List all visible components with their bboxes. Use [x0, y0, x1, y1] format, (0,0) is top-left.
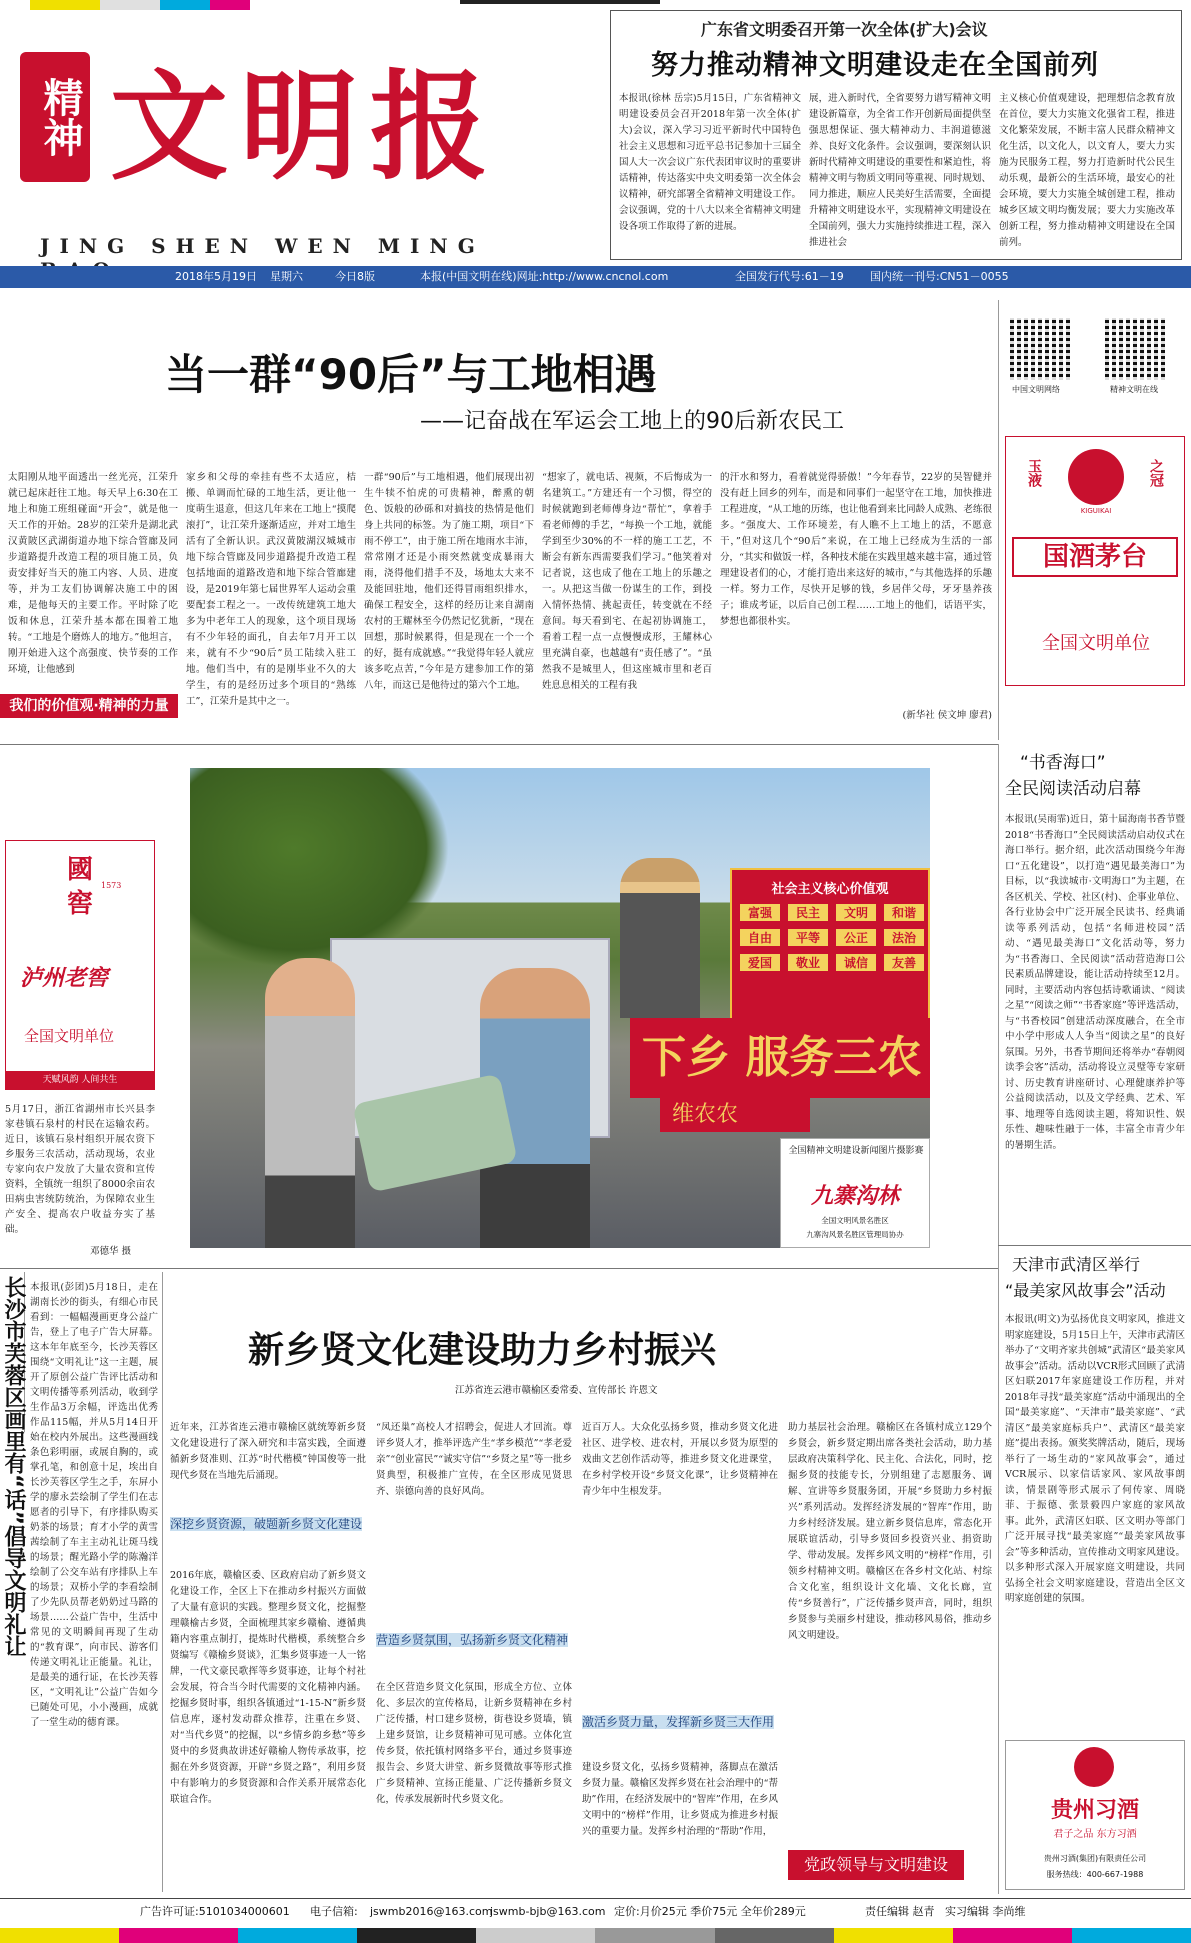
xijiu-slogan: 君子之品 东方习酒 — [1053, 1829, 1137, 1840]
xiangxian-col3: 近百万人。大众化弘扬乡贤，推动乡贤文化进社区、进学校、进农村，开展以乡贤为原型的戏曲文艺创作活动等，推进乡贤文化进课堂，在乡村学校开设“乡贤文化课”，让乡贤精神在青少年中生根发芽。 — [582, 1422, 778, 1497]
photo-story-text: 5月17日，浙江省湖州市长兴县李家巷镇石泉村的村民在运输农药。近日，该镇石泉村组织开展农资下乡服务三农活动，活动现场，农业专家向农户发放了大量农资和宣传资料，全镇统一组织了8000余亩农田病虫害统防统治，为保障农业生产安全、提高农户收益夯实了基础。 — [5, 1104, 155, 1235]
info-pages: 今日8版 — [335, 270, 375, 283]
guojiao-slogan: 天赋风韵 人间共生 — [6, 1071, 154, 1089]
caption-box-title: 全国精神文明建设新闻图片摄影赛 — [788, 1146, 924, 1156]
board-value: 敬业 — [788, 954, 828, 971]
photo-banner-2: 维农农 — [660, 1098, 810, 1132]
haikou-title: “书香海口” — [1020, 753, 1106, 773]
top-story-kicker: 广东省文明委召开第一次全体(扩大)会议 — [701, 20, 988, 39]
vertical-headline: 长沙市芙蓉区画里有“话”倡导文明礼让 — [1, 1276, 26, 1657]
xijiu-phone: 服务热线：400-667-1988 — [1046, 1870, 1144, 1879]
photo-story-author: 邓德华 摄 — [90, 1246, 132, 1257]
qr-label-1: 中国文明网络 — [1012, 385, 1060, 394]
moutai-logo — [1068, 449, 1124, 505]
vertical-text: 本报讯(彭团)5月18日，走在湖南长沙的街头，有细心市民看到：一幅幅漫画更身公益广告，登上了电子广告大屏幕。这本年年底至今，长沙芙蓉区围绕“文明礼让”这一主题，展开了原创公益广告评比活动和文明传播等系列活动，收到学生作品3万余幅，评选出优秀作品115幅，并从5月14日开始在校内外展出。这些漫画线条色彩明丽，或展自胸的，或掌孔笔，和创意十足，埃出自长沙芙蓉区学生之手，东屏小学的廖永芸绘制了学生们在志愿者的引导下，有序排队购买奶茶的场景；育才小学的黄雪茜绘制了车主主动礼让斑马线的场景；醒光路小学的陈瀚洋绘制了公交车站有序排队上车的场景；双桥小学的李看绘制了少先队员帮老奶奶过马路的场景……公益广告中，生活中常见的文明瞬间再现了生动的“教育课”，向市民、游客们传递文明礼让正能量。礼让，是最美的通行证，在长沙芙蓉区，“文明礼让”公益广告如今已随处可见，小小漫画，成就了一堂生动的德育课。 — [30, 1282, 158, 1728]
xijiu-brand: 贵州习酒 — [1050, 1797, 1139, 1823]
feature-credit: (新华社 侯文坤 廖君) — [902, 710, 992, 721]
guojiao-tag: 全国文明单位 — [24, 1027, 115, 1045]
top-story-col3: 主义核心价值观建设，把理想信念教育放在首位，要大力实施文化强省工程，推进文化繁荣发展，不断丰富人民群众精神文化生活，以文化人，以文育人，要大力实施为民服务工程，努力打造新时代公民生动乐观，最新公的生活环境，最安心的社会环境，要大力实施全城创建工程，推动城乡区域文明均衡发展；要大力实施改革创新工程，努力推动精神文明建设在全国前列。 — [999, 93, 1175, 248]
info-bar — [0, 266, 1191, 288]
board-values — [740, 904, 924, 971]
photo-banner: 下乡 服务三农 — [630, 1018, 930, 1098]
feature-subhead: ——记奋战在军运会工地上的90后新农民工 — [420, 409, 844, 434]
qr-code-2[interactable] — [1105, 318, 1167, 380]
info-date: 2018年5月19日 — [175, 270, 257, 283]
caption-box-sub2: 九寨沟风景名胜区管理局协办 — [806, 1230, 904, 1239]
haikou-title2: 全民阅读活动启幕 — [1005, 779, 1141, 799]
photo-caption-box — [780, 1138, 930, 1248]
board-value: 自由 — [740, 929, 780, 946]
feature-tagline: 我们的价值观·精神的力量 — [0, 694, 178, 718]
guojiao-brand: 國窖 — [66, 855, 93, 919]
moutai-ad[interactable] — [1005, 436, 1185, 686]
feature-col5: 的汗水和努力，看着就觉得骄傲！”今年春节，22岁的吴智健并没有赶上回乡的列车，而是和同事们一起坚守在工地，加快推进工程进度，“从工地的历练，也让他看到来比同龄人成熟、老练很多。“强度大、工作环境差，有人瞧不上工地上的活，不愿意干，”但对这几个“90后”来说，在工地上已经成为生活的一部分，“其实和做饭一样，各种技术能在实践里越来越丰富，通过管理建设者们的心，才能打造出来这好的城市，”与其他选择的乐趣一样。努力工作，尽快开足够的钱，乡居伴父母，牙牙垦养孩子；谁成考证，以后自己创工程……工地上的他们，话语平实，梦想也都很朴实。 — [720, 472, 992, 627]
info-weekday: 星期六 — [270, 270, 303, 283]
qr-code-1[interactable] — [1010, 318, 1072, 380]
tianjin-text: 本报讯(明文)为弘扬优良文明家风，推进文明家庭建设，5月15日上午，天津市武清区举办了“文明齐家共创城”武清区“最美家风故事会”活动。活动以VCR形式回顾了武清区妇联2017年家庭建设工作历程，并对2018年寻找“最美家庭”活动中涌现出的全国“最美家庭”、“天津市”最美家庭”、“武清区”最美家庭标兵户”、武清区“最美家庭”提出表扬。颁奖奖牌活动，随后，现场举行了一场生动的“家风故事会”，通过VCR展示、以家信话家风、家风故事朗读，情景剧等形式展示了何传家、周晓菲、于振德、张景毅四户家庭的家风故事。此外，武清区妇联、区文明办等部门广泛开展寻找“最美家庭”“最美家风故事会”等多种活动，宣传推动文明家风建设。以多种形式深入开展家庭文明建设，共同弘扬全社会文明家庭建设，营造出全区文明家庭创建的氛围。 — [1005, 1314, 1185, 1604]
masthead — [10, 22, 580, 262]
board-value: 公正 — [836, 929, 876, 946]
xijiu-ad[interactable] — [1005, 1740, 1185, 1890]
tianjin-title: 天津市武清区举行 — [1012, 1255, 1141, 1274]
xiangxian-col1b: 2016年底，赣榆区委、区政府启动了新乡贤文化建设工作，全区上下在推动乡村振兴方面做了大量有意识的实践。整理乡贤文化，挖掘整理赣榆古乡贤，全面梳理其家乡赣榆、遵循典籍内容重点制打，提炼时代楷模，系统整合乡贤编写《赣榆乡贤谈》，汇集乡贤事迹一人一铭牌，一代文豪民歌挥等乡贤事迹，让每个村社会发展，符合当今时代需要的文化精神内涵。挖掘乡贤时事，组织各镇通过“1-15-N”新乡贤信息库，逐村发动群众推荐，注重在乡贤、对“当代乡贤”的挖掘，以“乡情乡韵乡愁”等乡贤中的乡贤典故讲述好赣榆人物传承故事，挖掘在外乡贤资源，开辟“乡贤之路”，利用乡贤中有影响力的乡贤资源和合作关系开展常态化联谊合作。 — [170, 1570, 366, 1805]
moutai-tag: 全国文明单位 — [1042, 633, 1150, 654]
caption-box-sub: 全国文明风景名胜区 — [821, 1216, 889, 1225]
feature-col3: 一群“90后”与工地相遇，他们展现出初生牛犊不怕虎的可贵精神，醉熏的朝色、饭般的砂砾和对搞技的热情是他们身上共同的标签。为了施工期，项目“下雨不停工”，由于施工所在地雨水丰沛，常常刚才还是小雨突然就变成暴雨大雨，浇得他们措手不及，场地太大来不及能回驻地，他们还得冒雨组织排水，确保工程安全，这样的经历让来自湖南农村的王耀林至今仍然记忆犹新，“现在回想，那时候累得，但是现在一个一个的好，挺有成就感。”“我觉得年轻人就应该多吃点苦，”今年是方建参加工作的第八年，而这已是他待过的第六个工地。 — [364, 472, 534, 691]
feature-headline: 当一群“90后”与工地相遇 — [165, 350, 657, 399]
guojiao-year: 1573 — [101, 881, 122, 890]
guojiao-sub: 泸州老窖 — [20, 965, 109, 991]
board-value: 富强 — [740, 904, 780, 921]
caption-box-sponsor: 九寨沟林 — [810, 1183, 899, 1209]
board-value: 爱国 — [740, 954, 780, 971]
footer-intern: 实习编辑 李尚维 — [945, 1905, 1026, 1918]
feature-col4: “想家了，就电话、视频，不后悔成为一名建筑工。”方建还有一个习惯，得空的时候就跑到老师傅身边“帮忙”，拿着手看老师傅的手艺，“每换一个工地，就能学到至少30%的不一样的施工工艺，不断会有新东西需要我们学习。”他笑着对记者说，这也成了他在工地上的乐趣之一。从把这当做一份谋生的工作，到投入情怀热情、挑起责任，转变就在不经意间。每天看到宅、在起初协调施工，看着工程一点一点慢慢成形，王耀林心里充满自豪，也越越有“责任感了”。“虽然我不是城里人，但这座城市里和老百姓息息相关的工程有我 — [542, 472, 712, 691]
xiangxian-headline: 新乡贤文化建设助力乡村振兴 — [248, 1330, 717, 1371]
footer-email-1[interactable]: jswmb2016@163.com — [370, 1905, 493, 1918]
xiangxian-sub2-text: 营造乡贤氛围，弘扬新乡贤文化精神 — [376, 1633, 569, 1647]
top-story — [610, 10, 1182, 260]
xiangxian-sub3-text: 激活乡贤力量，发挥新乡贤三大作用 — [582, 1715, 775, 1729]
qr-label-2: 精神文明在线 — [1110, 385, 1158, 394]
moutai-top-right: 之冠 — [1148, 459, 1164, 487]
photo-person-top — [620, 858, 700, 1018]
board-value: 法治 — [884, 929, 924, 946]
xiangxian-badge: 党政领导与文明建设 — [788, 1850, 964, 1880]
footer-editor: 责任编辑 赵青 — [865, 1905, 935, 1918]
board-value: 平等 — [788, 929, 828, 946]
xiangxian-sub1 — [170, 1516, 366, 1533]
info-cn-no: 国内统一刊号:CN51－0055 — [870, 270, 1009, 283]
xiangxian-sub1-text: 深挖乡贤资源，破题新乡贤文化建设 — [170, 1517, 363, 1531]
haikou-text: 本报讯(吴雨霏)近日，第十届海南书香节暨2018“书香海口”全民阅读活动启动仪式在海口举行。据介绍，此次活动围绕今年海口“五化建设”，以打造“遇见最美海口”为目标，以“我读城市·文明海口”为主题，在各区机关、学校、社区(村)、企事业单位、各行业协会中广泛开展全民读书、经典诵读等系列活动，包括“名师进校园”活动、“遇见最美海口”文化活动等，努力为“书香海口、全民阅读”活动营造海口公民素质品牌建设，能让活动持续至12月。同时，主要活动内容包括诗歌诵读、“阅读之星”“阅读之师”“书香家庭”等评选活动，与“书香校园”创建活动深度融合，在全市中小学中形成人人争当“阅读之星”的良好氛围。另外，书香节期间还将举办“春朝阅读季会客”活动，活动将设立灵璧等专家研讨、历史教育讲座研讨、心理健康养护等公益阅读活动，以及文学经典、艺术、军事、地理等自选阅读主题，将知识性、娱乐性、趣味性融于一体，丰富全市青少年的暑期生活。 — [1005, 814, 1185, 1151]
logo-pinyin: JING SHEN WEN MING — [40, 234, 485, 258]
tianjin-title2: “最美家风故事会”活动 — [1005, 1281, 1166, 1300]
xiangxian-col4: 助力基层社会治理。赣榆区在各镇村成立129个乡贤会，新乡贤定期出席各类社会活动，助力基层政府决策科学化、民主化、合法化，同时，挖掘乡贤的技能专长，分别组建了志愿服务、调解、宣讲等乡贤服务团，开展“乡贤助力乡村振兴”系列活动。发挥经济发展的“智库”作用，助力乡村经济发展。建立新乡贤信息库，常态化开展联谊活动，引导乡贤回乡投资兴业、捐资助学、带动发展。发挥乡风文明的“榜样”作用，引领乡村精神文明。赣榆区在各乡村文化站、村综合文化室，组织设计文化墙、文化长廊，宣传“乡贤善行”，广泛传播乡贤声音，同时，组织乡贤参与美丽乡村建设，推动移风易俗，推动乡风文明建设。 — [788, 1422, 992, 1641]
info-sponsor: 本报(中国文明在线)网址:http://www.cncnol.com — [420, 270, 669, 283]
info-issue-no: 全国发行代号:61－19 — [735, 270, 844, 283]
xiangxian-col3b: 建设乡贤文化，弘扬乡贤精神，落脚点在激活乡贤力量。赣榆区发挥乡贤在社会治理中的“帮助”作用，在经济发展中的“智库”作用，在乡风文明中的“榜样”作用，让乡贤成为推进乡村振兴的重要力量。发挥乡村治理的“帮助”作用， — [582, 1762, 778, 1837]
board-value: 民主 — [788, 904, 828, 921]
footer-price: 定价:月价25元 季价75元 全年价289元 — [614, 1905, 806, 1918]
xiangxian-col2b: 在全区营造乡贤文化氛围，形成全方位、立体化、多层次的宣传格局，让新乡贤精神在乡村广泛传播，村口建乡贤榜，街巷设乡贤墙，镇上建乡贤馆，让乡贤精神可见可感。立体化宣传乡贤，依托镇村网络多平台，通过乡贤事迹报告会、乡贤大讲堂、新乡贤微故事等形式推广乡贤精神、宣扬正能量、广泛传播新乡贤文化，传承发展新时代乡贤文化。 — [376, 1682, 572, 1805]
board-value: 和谐 — [884, 904, 924, 921]
logo-small-seal — [20, 52, 90, 182]
xijiu-logo — [1074, 1747, 1114, 1787]
xiangxian-col2: “凤还巢”高校人才招聘会，促进人才回流。尊评乡贤人才，推举评选产生“孝乡模范”“孝老爱亲”“创业富民”“诚实守信”“乡贤之星”等一批乡贤典型，积极推广宣传，在全区形成见贤思齐、崇德向善的良好风尚。 — [376, 1422, 572, 1497]
moutai-brand-en: KIGUIKAI — [1080, 507, 1112, 515]
xiangxian-sub3 — [582, 1714, 778, 1731]
board-title: 社会主义核心价值观 — [771, 882, 889, 897]
top-story-col2: 展，进入新时代，全省要努力谱写精神文明建设新篇章，为全省工作开创新局面提供坚强思想保证、强大精神动力、丰润道德滋养、良好文化条件。会议强调，要深刻认识新时代精神文明建设的重要性和紧迫性，将精神文明与物质文明同等重视、同时规划、同力推进，顺应人民美好生活需要，全面提升精神文明建设水平，实现精神文明建设在全国前列，强大力实施持续推进工程，深入推进社会 — [809, 93, 991, 248]
logo-small-text: 精神 — [37, 77, 84, 157]
footer — [0, 1900, 1191, 1924]
top-story-headline: 努力推动精神文明建设走在全国前列 — [651, 50, 1099, 81]
footer-email-label: 电子信箱: — [310, 1905, 358, 1918]
feature-col2: 家乡和父母的牵挂有些不太适应，桔搬、单调而忙碌的工地生活，更让他一度萌生退意，但这几年来在工地上“摸爬滚打”，让江荣升逐渐适应，并对工地生活有了全新认识。武汉黄陂湖汉城城市地下综合管廊及同步道路提升改造工程包括地面的道路改造和地下综合管廊建设，是2019年第七届世界军人运动会重要配套工程之一。一改传统建筑工地大多为中老年工人的现象，这个项目现场有不少年轻的面孔，自去年7月开工以来，就有不少“90后”员工陆续入驻工地。他们当中，有的是刚毕业不久的大学生，有的是经历过多个项目的“熟练工”，江荣升是其中之一。 — [186, 472, 356, 707]
logo-big: 文明报 — [110, 57, 501, 196]
top-story-col1: 本报讯(徐林 岳宗)5月15日，广东省精神文明建设委员会召开2018年第一次全体(扩大)会议，深入学习习近平新时代中国特色社会主义思想和习近平总书记参加十三届全国人大一次会议广东代表团审议时的重要讲话精神，传达落实中央文明委第一次全体会议精神，研究部署全省精神文明建设工作。会议强调，党的十八大以来全省精神文明建设各项工作取得了新的进展。 — [619, 93, 801, 232]
photo-value-board — [730, 868, 930, 1028]
xiangxian-sub2 — [376, 1632, 572, 1649]
xijiu-company: 贵州习酒(集团)有限责任公司 — [1043, 1854, 1147, 1863]
feature-col1: 太阳刚从地平面透出一丝光亮，江荣升就已起床赶往工地。每天早上6:30在工地上和施工班组碰面“开会”，就是他一天工作的开始。28岁的江荣升是湖北武汉黄陂区武湖街道办地下综合管廊及同步道路提升改造工程的项目施工员，负责安排好当天的施工内容、人员、进度等，并为工友们协调解决施工中的困难，是他每天的主要工作。平时除了吃饭和休息，江荣升基本都在围着工地转。“工地是个磨炼人的地方。”他坦言，刚开始进入这个高强度、快节奏的工作环境，让他感到 — [8, 472, 178, 675]
moutai-top-left: 玉液 — [1026, 459, 1042, 487]
board-value: 文明 — [836, 904, 876, 921]
board-value: 诚信 — [836, 954, 876, 971]
footer-email-2[interactable]: jswmb-bjb@163.com — [490, 1905, 606, 1918]
xiangxian-col1: 近年来，江苏省连云港市赣榆区就统筹新乡贤文化建设进行了深入研究和丰富实践，全面遵循新乡贤准则、江苏“时代楷模”钟国俊等一批现代乡贤在当地先后涌现。 — [170, 1422, 366, 1481]
moutai-name: 国酒茅台 — [1012, 537, 1178, 577]
xiangxian-byline: 江苏省连云港市赣榆区委常委、宣传部长 许恩文 — [455, 1385, 658, 1396]
guojiao-ad[interactable] — [5, 840, 155, 1090]
board-value: 友善 — [884, 954, 924, 971]
photo-person-left — [265, 958, 355, 1248]
footer-license: 广告许可证:5101034000601 — [140, 1905, 290, 1918]
